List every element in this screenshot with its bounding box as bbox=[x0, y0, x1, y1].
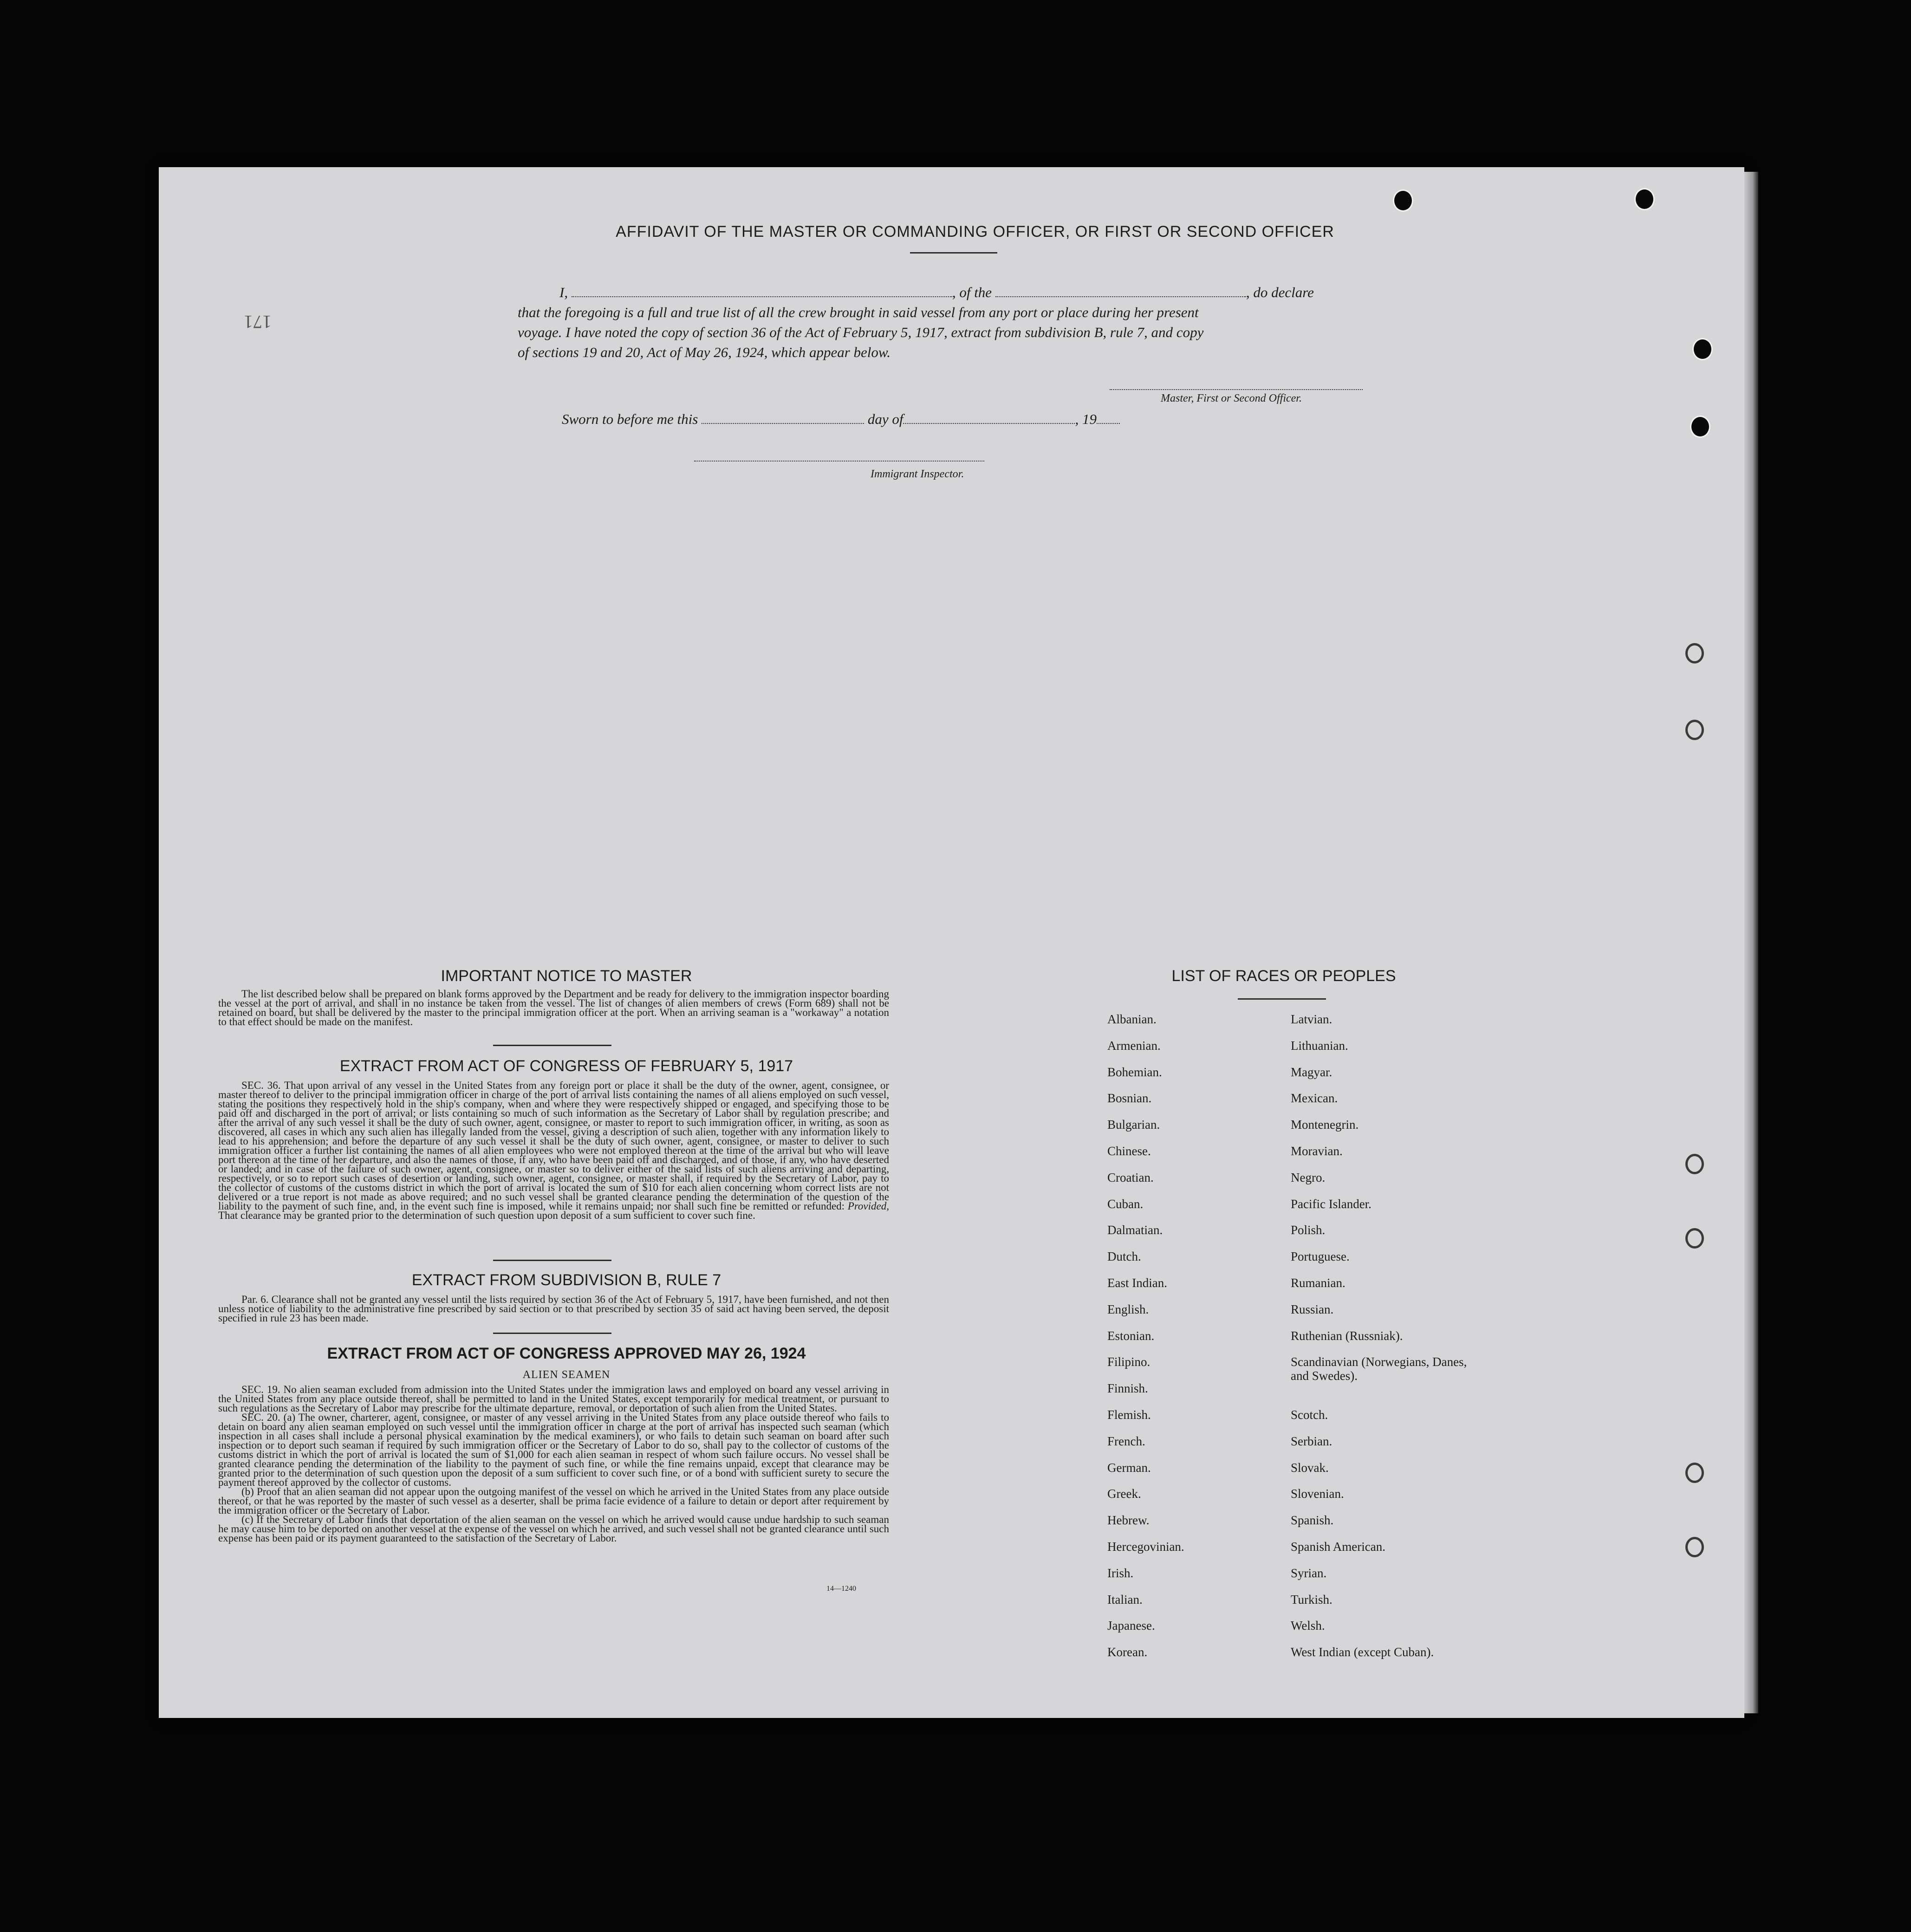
sec-20b: (b) Proof that an alien seaman did not appear upon the outgoing manifest of the vessel on which he arrived in the United States from any place outside thereof, or that he was reported by the master of such vessel as a deserter, shall be prima facie evidence of a failure to detain or deport after requirement by the immigration officer or the Secretary of Labor. bbox=[218, 1486, 889, 1516]
race-row bbox=[1107, 1381, 1284, 1408]
race-item: Syrian. bbox=[1291, 1566, 1327, 1580]
race-row bbox=[1107, 1065, 1284, 1092]
race-row bbox=[1291, 1645, 1476, 1672]
race-row bbox=[1291, 1302, 1476, 1329]
race-row bbox=[1291, 1408, 1476, 1434]
race-row bbox=[1291, 1619, 1476, 1645]
race-row bbox=[1291, 1065, 1476, 1092]
race-row bbox=[1291, 1461, 1476, 1487]
race-item: Armenian. bbox=[1107, 1038, 1161, 1053]
divider bbox=[493, 1045, 611, 1046]
race-row bbox=[1291, 1329, 1476, 1355]
race-item: Turkish. bbox=[1291, 1592, 1332, 1607]
race-item: Dutch. bbox=[1107, 1249, 1141, 1264]
race-item: Russian. bbox=[1291, 1302, 1334, 1316]
affidavit-title: AFFIDAVIT OF THE MASTER OR COMMANDING OFFICER, OR FIRST OR SECOND OFFICER bbox=[616, 223, 1334, 241]
punch-hole bbox=[1690, 416, 1710, 438]
rule7-title: EXTRACT FROM SUBDIVISION B, RULE 7 bbox=[411, 1271, 722, 1289]
race-item: Pacific Islander. bbox=[1291, 1197, 1372, 1211]
day-of-label: day of bbox=[867, 411, 904, 427]
extract-1917-text-end: That clearance may be granted prior to the determination of such question upon deposit of a sum sufficient to cover such fine. bbox=[218, 1210, 755, 1221]
race-row bbox=[1107, 1540, 1284, 1566]
race-item: Croatian. bbox=[1107, 1170, 1154, 1184]
affidavit-line: voyage. I have noted the copy of section 36 of the Act of February 5, 1917, extract from subdivision B, rule 7, and copy bbox=[518, 324, 1204, 340]
race-row bbox=[1291, 1012, 1476, 1039]
race-row bbox=[1291, 1223, 1476, 1249]
alien-seamen-subtitle: ALIEN SEAMEN bbox=[522, 1369, 611, 1381]
race-row bbox=[1107, 1223, 1284, 1249]
race-item: Mexican. bbox=[1291, 1091, 1338, 1106]
notice-body: The list described below shall be prepared on blank forms approved by the Department and be ready for delivery to the immigration inspector boarding the vessel at the port of arrival, and shall in no instance be taken from the vessel. The list of changes of alien members of crews (Form 689) shall not be retained on board, but shall be delivered by the master to the principal immigration officer at the port. When an arriving seaman is a "workaway" a notation to that effect should be made on the manifest. bbox=[218, 988, 889, 1028]
race-row bbox=[1291, 1566, 1476, 1593]
affidavit-do-declare: , do declare bbox=[1246, 284, 1314, 300]
affidavit-line: that the foregoing is a full and true list of all the crew brought in said vessel from any port or place during her present bbox=[518, 304, 1199, 320]
affidavit-line: of sections 19 and 20, Act of May 26, 1924, which appear below. bbox=[518, 344, 891, 360]
race-item: Rumanian. bbox=[1291, 1275, 1346, 1290]
race-item: Japanese. bbox=[1107, 1619, 1155, 1633]
race-row bbox=[1107, 1039, 1284, 1065]
vessel-blank[interactable] bbox=[995, 296, 1246, 297]
race-row bbox=[1107, 1091, 1284, 1118]
race-item: Bosnian. bbox=[1107, 1091, 1152, 1106]
divider bbox=[910, 252, 997, 254]
punch-hole bbox=[1685, 1537, 1704, 1557]
race-item: Scotch. bbox=[1291, 1407, 1328, 1422]
rule7-body: Par. 6. Clearance shall not be granted any vessel until the lists required by section 36 of the Act of February 5, 1917, have been furnished, and not then unless notice of liability to the administrative fine prescribed by said section or to that prescribed by section 35 of said act having been served, the deposit specified in rule 23 has been made. bbox=[218, 1294, 889, 1324]
races-right-column bbox=[1291, 1012, 1476, 1672]
race-item: Montenegrin. bbox=[1291, 1118, 1359, 1132]
race-item: Ruthenian (Russniak). bbox=[1291, 1328, 1403, 1343]
race-item: Slovenian. bbox=[1291, 1487, 1344, 1501]
race-row bbox=[1291, 1355, 1476, 1408]
race-item: Spanish American. bbox=[1291, 1539, 1385, 1554]
sworn-statement bbox=[562, 411, 1120, 428]
race-item: Estonian. bbox=[1107, 1328, 1155, 1343]
race-item: Portuguese. bbox=[1291, 1249, 1350, 1264]
extract-1917-text: SEC. 36. That upon arrival of any vessel in the United States from any foreign port or place it shall be the duty of the owner, agent, consignee, or master thereof to deliver to the principal immigration officer in charge of the port of arrival lists containing the names of all aliens employed on such vessel, stating the positions they respectively hold in the ship's company, when and where they were respectively shipped or engaged, and specifying those to be paid off and discharged in the port of arrival; or lists containing so much of such information as the Secretary of Labor shall by regulation prescribe; and after the arrival of any such vessel it shall be the duty of such owner, agent, consignee, or master to report to such immigration officer, in writing, as soon as discovered, all cases in which any such alien has illegally landed from the vessel, giving a description of such alien, together with any information likely to lead to his apprehension; and before the departure of any such vessel it shall be the duty of such owner, agent, consignee, or master to deliver to such immigration officer a further list containing the names of all alien employees who were not employed thereon at the time of the arrival but who will leave port thereon at the time of her departure, and also the names of those, if any, who have been paid off and discharged, and of those, if any, who have deserted or landed; and in case of the failure of such owner, agent, consignee, or master so to deliver either of the said lists of such aliens arriving and departing, respectively, or so to report such cases of desertion or landing, such owner, agent, consignee, or master shall, if required by the Secretary of Labor, pay to the collector of customs of the customs district in which the port of arrival is located the sum of $10 for each alien concerning whom correct lists are not delivered or a true report is not made as above required; and no such vessel shall be granted clearance pending the determination of the question of the liability to the payment of such fine, and, in the event such fine is imposed, while it remains unpaid; nor shall such fine be remitted or refunded: bbox=[218, 1080, 889, 1212]
race-row bbox=[1107, 1487, 1284, 1513]
race-row bbox=[1107, 1355, 1284, 1381]
race-row bbox=[1291, 1513, 1476, 1540]
race-item: Greek. bbox=[1107, 1487, 1141, 1501]
divider bbox=[493, 1333, 611, 1334]
extract-1924-title: EXTRACT FROM ACT OF CONGRESS APPROVED MAY 26, 1924 bbox=[327, 1345, 806, 1362]
form-number: 14—1240 bbox=[826, 1585, 856, 1593]
inspector-label: Immigrant Inspector. bbox=[871, 468, 964, 480]
punch-hole bbox=[1685, 1154, 1704, 1174]
race-item: German. bbox=[1107, 1460, 1151, 1475]
race-row bbox=[1107, 1144, 1284, 1171]
race-item: Albanian. bbox=[1107, 1012, 1157, 1026]
divider bbox=[493, 1260, 611, 1261]
race-item: East Indian. bbox=[1107, 1275, 1167, 1290]
races-left-column bbox=[1107, 1012, 1284, 1672]
race-row bbox=[1107, 1619, 1284, 1645]
race-item: Serbian. bbox=[1291, 1434, 1332, 1448]
affidavit-of-the: , of the bbox=[952, 284, 992, 300]
race-item: Negro. bbox=[1291, 1170, 1326, 1184]
provided-word: Provided, bbox=[847, 1200, 889, 1212]
sec-19: SEC. 19. No alien seaman excluded from admission into the United States under the immigration laws and employed on board any vessel arriving in the United States from any place outside thereof, shall be permitted to land in the United States, except temporarily for medical treatment, or pursuant to such regulations as the Secretary of Labor may prescribe for the ultimate departure, removal, or deportation of such alien from the United States. bbox=[218, 1384, 889, 1414]
affidavit-i: I, bbox=[559, 284, 568, 300]
race-row bbox=[1107, 1434, 1284, 1461]
race-row bbox=[1291, 1171, 1476, 1197]
race-row bbox=[1291, 1144, 1476, 1171]
race-row bbox=[1107, 1249, 1284, 1276]
race-item: Magyar. bbox=[1291, 1065, 1332, 1079]
race-item: Filipino. bbox=[1107, 1355, 1150, 1369]
race-row bbox=[1107, 1513, 1284, 1540]
race-row bbox=[1291, 1249, 1476, 1276]
notice-title: IMPORTANT NOTICE TO MASTER bbox=[441, 967, 692, 985]
master-label: Master, First or Second Officer. bbox=[1161, 392, 1302, 404]
divider bbox=[1238, 998, 1326, 1000]
race-item: Flemish. bbox=[1107, 1407, 1151, 1422]
race-row bbox=[1107, 1118, 1284, 1144]
race-row bbox=[1107, 1329, 1284, 1355]
race-item: Bulgarian. bbox=[1107, 1118, 1160, 1132]
extract-1924-body bbox=[218, 1385, 889, 1543]
margin-mark: 171 bbox=[244, 312, 272, 332]
race-item: Cuban. bbox=[1107, 1197, 1144, 1211]
race-row bbox=[1291, 1276, 1476, 1302]
race-item: Korean. bbox=[1107, 1645, 1148, 1659]
sworn-label: Sworn to before me this bbox=[562, 411, 698, 427]
month-blank[interactable] bbox=[903, 423, 1075, 424]
race-item: English. bbox=[1107, 1302, 1149, 1316]
race-row bbox=[1107, 1645, 1284, 1672]
race-item: Hercegovinian. bbox=[1107, 1539, 1184, 1554]
race-row bbox=[1107, 1461, 1284, 1487]
race-item: Irish. bbox=[1107, 1566, 1134, 1580]
race-row bbox=[1291, 1540, 1476, 1566]
inspector-signature-line[interactable] bbox=[694, 461, 984, 462]
race-item: Spanish. bbox=[1291, 1513, 1334, 1528]
races-title: LIST OF RACES OR PEOPLES bbox=[1171, 967, 1396, 985]
race-item: French. bbox=[1107, 1434, 1145, 1448]
race-row bbox=[1291, 1593, 1476, 1619]
master-signature-line[interactable] bbox=[1110, 389, 1363, 390]
race-row bbox=[1107, 1408, 1284, 1434]
race-item: Scandinavian (Norwegians, Danes, and Swedes). bbox=[1291, 1355, 1467, 1383]
race-item: Italian. bbox=[1107, 1592, 1143, 1607]
race-item: Moravian. bbox=[1291, 1144, 1343, 1158]
race-row bbox=[1291, 1091, 1476, 1118]
year-label: , 19 bbox=[1075, 411, 1097, 427]
race-row bbox=[1291, 1434, 1476, 1461]
punch-hole bbox=[1685, 720, 1704, 740]
race-row bbox=[1107, 1171, 1284, 1197]
day-blank[interactable] bbox=[702, 423, 864, 424]
punch-hole bbox=[1685, 643, 1704, 664]
race-item: Polish. bbox=[1291, 1223, 1326, 1237]
race-row bbox=[1291, 1039, 1476, 1065]
extract-1917-title: EXTRACT FROM ACT OF CONGRESS OF FEBRUARY 5, 1917 bbox=[339, 1057, 793, 1075]
punch-hole bbox=[1685, 1463, 1704, 1483]
race-item: Hebrew. bbox=[1107, 1513, 1150, 1528]
race-item: Finnish. bbox=[1107, 1381, 1148, 1396]
race-row bbox=[1291, 1487, 1476, 1513]
punch-hole bbox=[1692, 338, 1713, 360]
race-row bbox=[1107, 1566, 1284, 1593]
race-item: Dalmatian. bbox=[1107, 1223, 1163, 1237]
race-row bbox=[1107, 1197, 1284, 1223]
race-item: Chinese. bbox=[1107, 1144, 1151, 1158]
punch-hole bbox=[1393, 189, 1413, 212]
sec-20a: SEC. 20. (a) The owner, charterer, agent, consignee, or master of any vessel arriving in the United States from any place outside thereof who fails to detain on board any alien seaman employed on such vessel until the immigration officer in charge at the port of arrival has inspected such seaman (which inspection in all cases shall include a personal physical examination by the medical examiners), or who fails to detain such seaman on board after such inspection or to deport such seaman if required by such immigration officer or the Secretary of Labor to do so, shall pay to the collector of customs of the customs district in which the port of arrival is located the sum of $1,000 for each alien seaman in respect of whom such failure occurs. No vessel shall be granted clearance pending the determination of the liability to the payment of such fine, or while the fine remains unpaid, except that clearance may be granted prior to the determination of such question upon the deposit of a sum sufficient to cover such fine, or of a bond with sufficient surety to secure the payment thereof approved by the collector of customs. bbox=[218, 1412, 889, 1488]
race-item: Welsh. bbox=[1291, 1619, 1325, 1633]
year-blank[interactable] bbox=[1097, 423, 1120, 424]
race-item: Bohemian. bbox=[1107, 1065, 1162, 1079]
page-edge bbox=[1744, 172, 1758, 1713]
race-row bbox=[1107, 1012, 1284, 1039]
race-item: West Indian (except Cuban). bbox=[1291, 1645, 1434, 1659]
affidavit-statement bbox=[518, 282, 1395, 362]
sec-20c: (c) If the Secretary of Labor finds that deportation of the alien seaman on the vessel on which he arrived would cause undue hardship to such seaman he may cause him to be deported on another vessel at the expense of the vessel on which he arrived, and such vessel shall not be granted clearance until such expense has been paid or its payment guaranteed to the satisfaction of the Secretary of Labor. bbox=[218, 1514, 889, 1544]
race-row bbox=[1107, 1593, 1284, 1619]
race-item: Slovak. bbox=[1291, 1460, 1329, 1475]
race-row bbox=[1291, 1118, 1476, 1144]
race-item: Latvian. bbox=[1291, 1012, 1332, 1026]
extract-1917-body bbox=[218, 1081, 889, 1220]
punch-hole bbox=[1634, 188, 1655, 210]
race-item: Lithuanian. bbox=[1291, 1038, 1348, 1053]
race-row bbox=[1107, 1302, 1284, 1329]
name-blank[interactable] bbox=[572, 296, 952, 297]
punch-hole bbox=[1685, 1228, 1704, 1249]
race-row bbox=[1291, 1197, 1476, 1223]
race-row bbox=[1107, 1276, 1284, 1302]
